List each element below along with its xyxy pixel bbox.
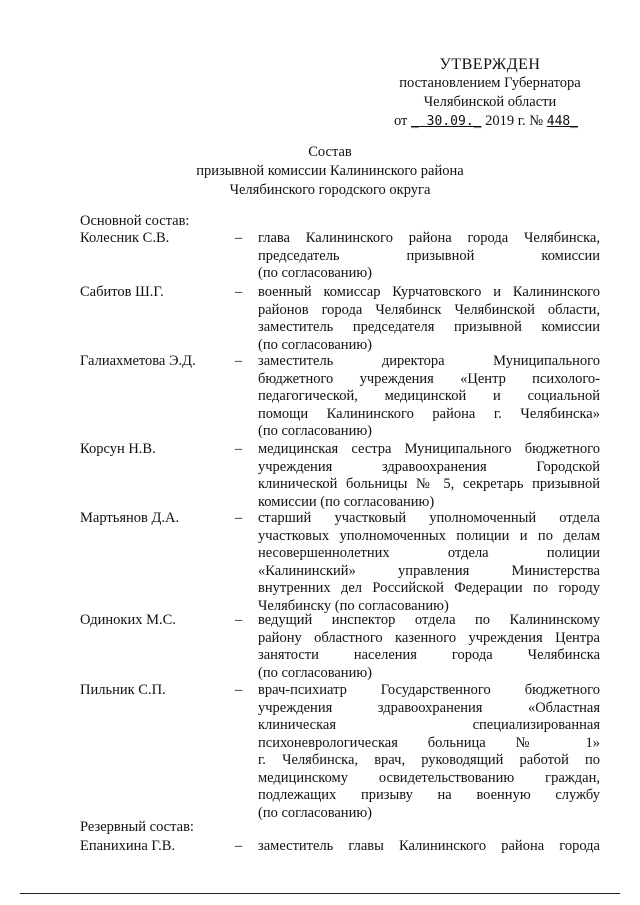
role-line: занятости населения города Челябинска (258, 647, 600, 663)
role-line: (по согласованию) (258, 336, 372, 353)
role-line: психоневрологическая больница № 1» (258, 734, 600, 751)
role-line: медицинская сестра Муниципального бюджетного (258, 441, 600, 457)
member-name: Сабитов Ш.Г. (80, 284, 164, 300)
role-line: старший участковый уполномоченный отдела (258, 510, 600, 526)
member-role (258, 838, 600, 856)
approval-line-2: Челябинской области (423, 94, 557, 110)
role-line: районов города Челябинск Челябинской области, (258, 301, 600, 318)
member-name: Колесник С.В. (80, 230, 170, 246)
role-line: заместитель директора Муниципального (258, 353, 600, 369)
role-line: внутренних дел Российской Федерации по городу (258, 580, 600, 596)
role-line: помощи Калининского района г. Челябинска» (258, 405, 600, 422)
heading-line-2: призывной комиссии Калининского района (196, 163, 464, 179)
role-line: ведущий инспектор отдела по Калининскому (258, 612, 600, 628)
member-name: Пильник С.П. (80, 682, 166, 698)
role-line: учреждения здравоохранения «Областная (258, 699, 600, 716)
role-line: Челябинску (по согласованию) (258, 597, 449, 614)
role-line: военный комиссар Курчатовского и Калининского (258, 284, 600, 300)
date-prefix: от (394, 113, 408, 129)
heading-line-3: Челябинского городского округа (229, 182, 431, 198)
role-line: учреждения здравоохранения Городской (258, 458, 600, 475)
role-line: клиническая специализированная (258, 717, 600, 733)
reserve-section-label: Резервный состав: (80, 819, 194, 835)
member-role (258, 612, 600, 682)
role-line: клинической больницы № 5, секретарь призывной (258, 476, 600, 492)
dash: – (235, 230, 243, 246)
role-line: «Калининский» управления Министерства (258, 562, 600, 579)
dash: – (235, 510, 243, 526)
main-section-label: Основной состав: (80, 213, 190, 229)
role-line: (по согласованию) (258, 265, 372, 281)
member-role (258, 510, 600, 615)
decree-number: 448_ (546, 114, 579, 129)
approval-dateline (380, 112, 600, 131)
member-role (258, 230, 600, 283)
member-name: Галиахметова Э.Д. (80, 353, 196, 369)
role-line: педагогической, медицинской и социальной (258, 388, 600, 404)
dash: – (235, 682, 243, 698)
member-role (258, 353, 600, 441)
role-line: (по согласованию) (258, 664, 372, 681)
role-line: участковых уполномоченных полиции и по делам (258, 527, 600, 544)
member-name: Епанихина Г.В. (80, 838, 176, 854)
dash: – (235, 284, 243, 300)
approval-line-1: постановлением Губернатора (399, 75, 581, 91)
document-heading (150, 143, 510, 200)
year-text: 2019 г. № (485, 113, 544, 129)
role-line: бюджетного учреждения «Центр психолого- (258, 370, 600, 387)
role-line: заместитель председателя призывной комиссии (258, 319, 600, 335)
member-name: Мартьянов Д.А. (80, 510, 180, 526)
member-role (258, 284, 600, 354)
approval-title: УТВЕРЖДЕН (439, 56, 541, 73)
role-line: подлежащих призыву на военную службу (258, 787, 600, 803)
role-line: врач-психиатр Государственного бюджетного (258, 682, 600, 698)
dash: – (235, 441, 243, 457)
role-line: медицинскому освидетельствованию граждан, (258, 769, 600, 786)
role-line: г. Челябинска, врач, руководящий работой по (258, 752, 600, 768)
page-bottom-rule (20, 893, 620, 894)
member-name: Одиноких М.С. (80, 612, 176, 628)
role-line: заместитель главы Калининского района города (258, 838, 600, 854)
dash: – (235, 838, 243, 854)
member-role (258, 682, 600, 822)
role-line: председатель призывной комиссии (258, 247, 600, 264)
role-line: несовершеннолетних отдела полиции (258, 545, 600, 561)
role-line: (по согласованию) (258, 423, 372, 439)
dash: – (235, 353, 243, 369)
date-value: _ 30.09._ (411, 114, 482, 129)
dash: – (235, 612, 243, 628)
role-line: комиссии (по согласованию) (258, 493, 435, 510)
member-name: Корсун Н.В. (80, 441, 156, 457)
role-line: району областного казенного учреждения Центра (258, 629, 600, 646)
role-line: (по согласованию) (258, 804, 372, 821)
member-role (258, 441, 600, 511)
heading-line-1: Состав (308, 144, 352, 160)
approval-stamp (380, 55, 600, 131)
role-line: глава Калининского района города Челябинска, (258, 230, 600, 246)
